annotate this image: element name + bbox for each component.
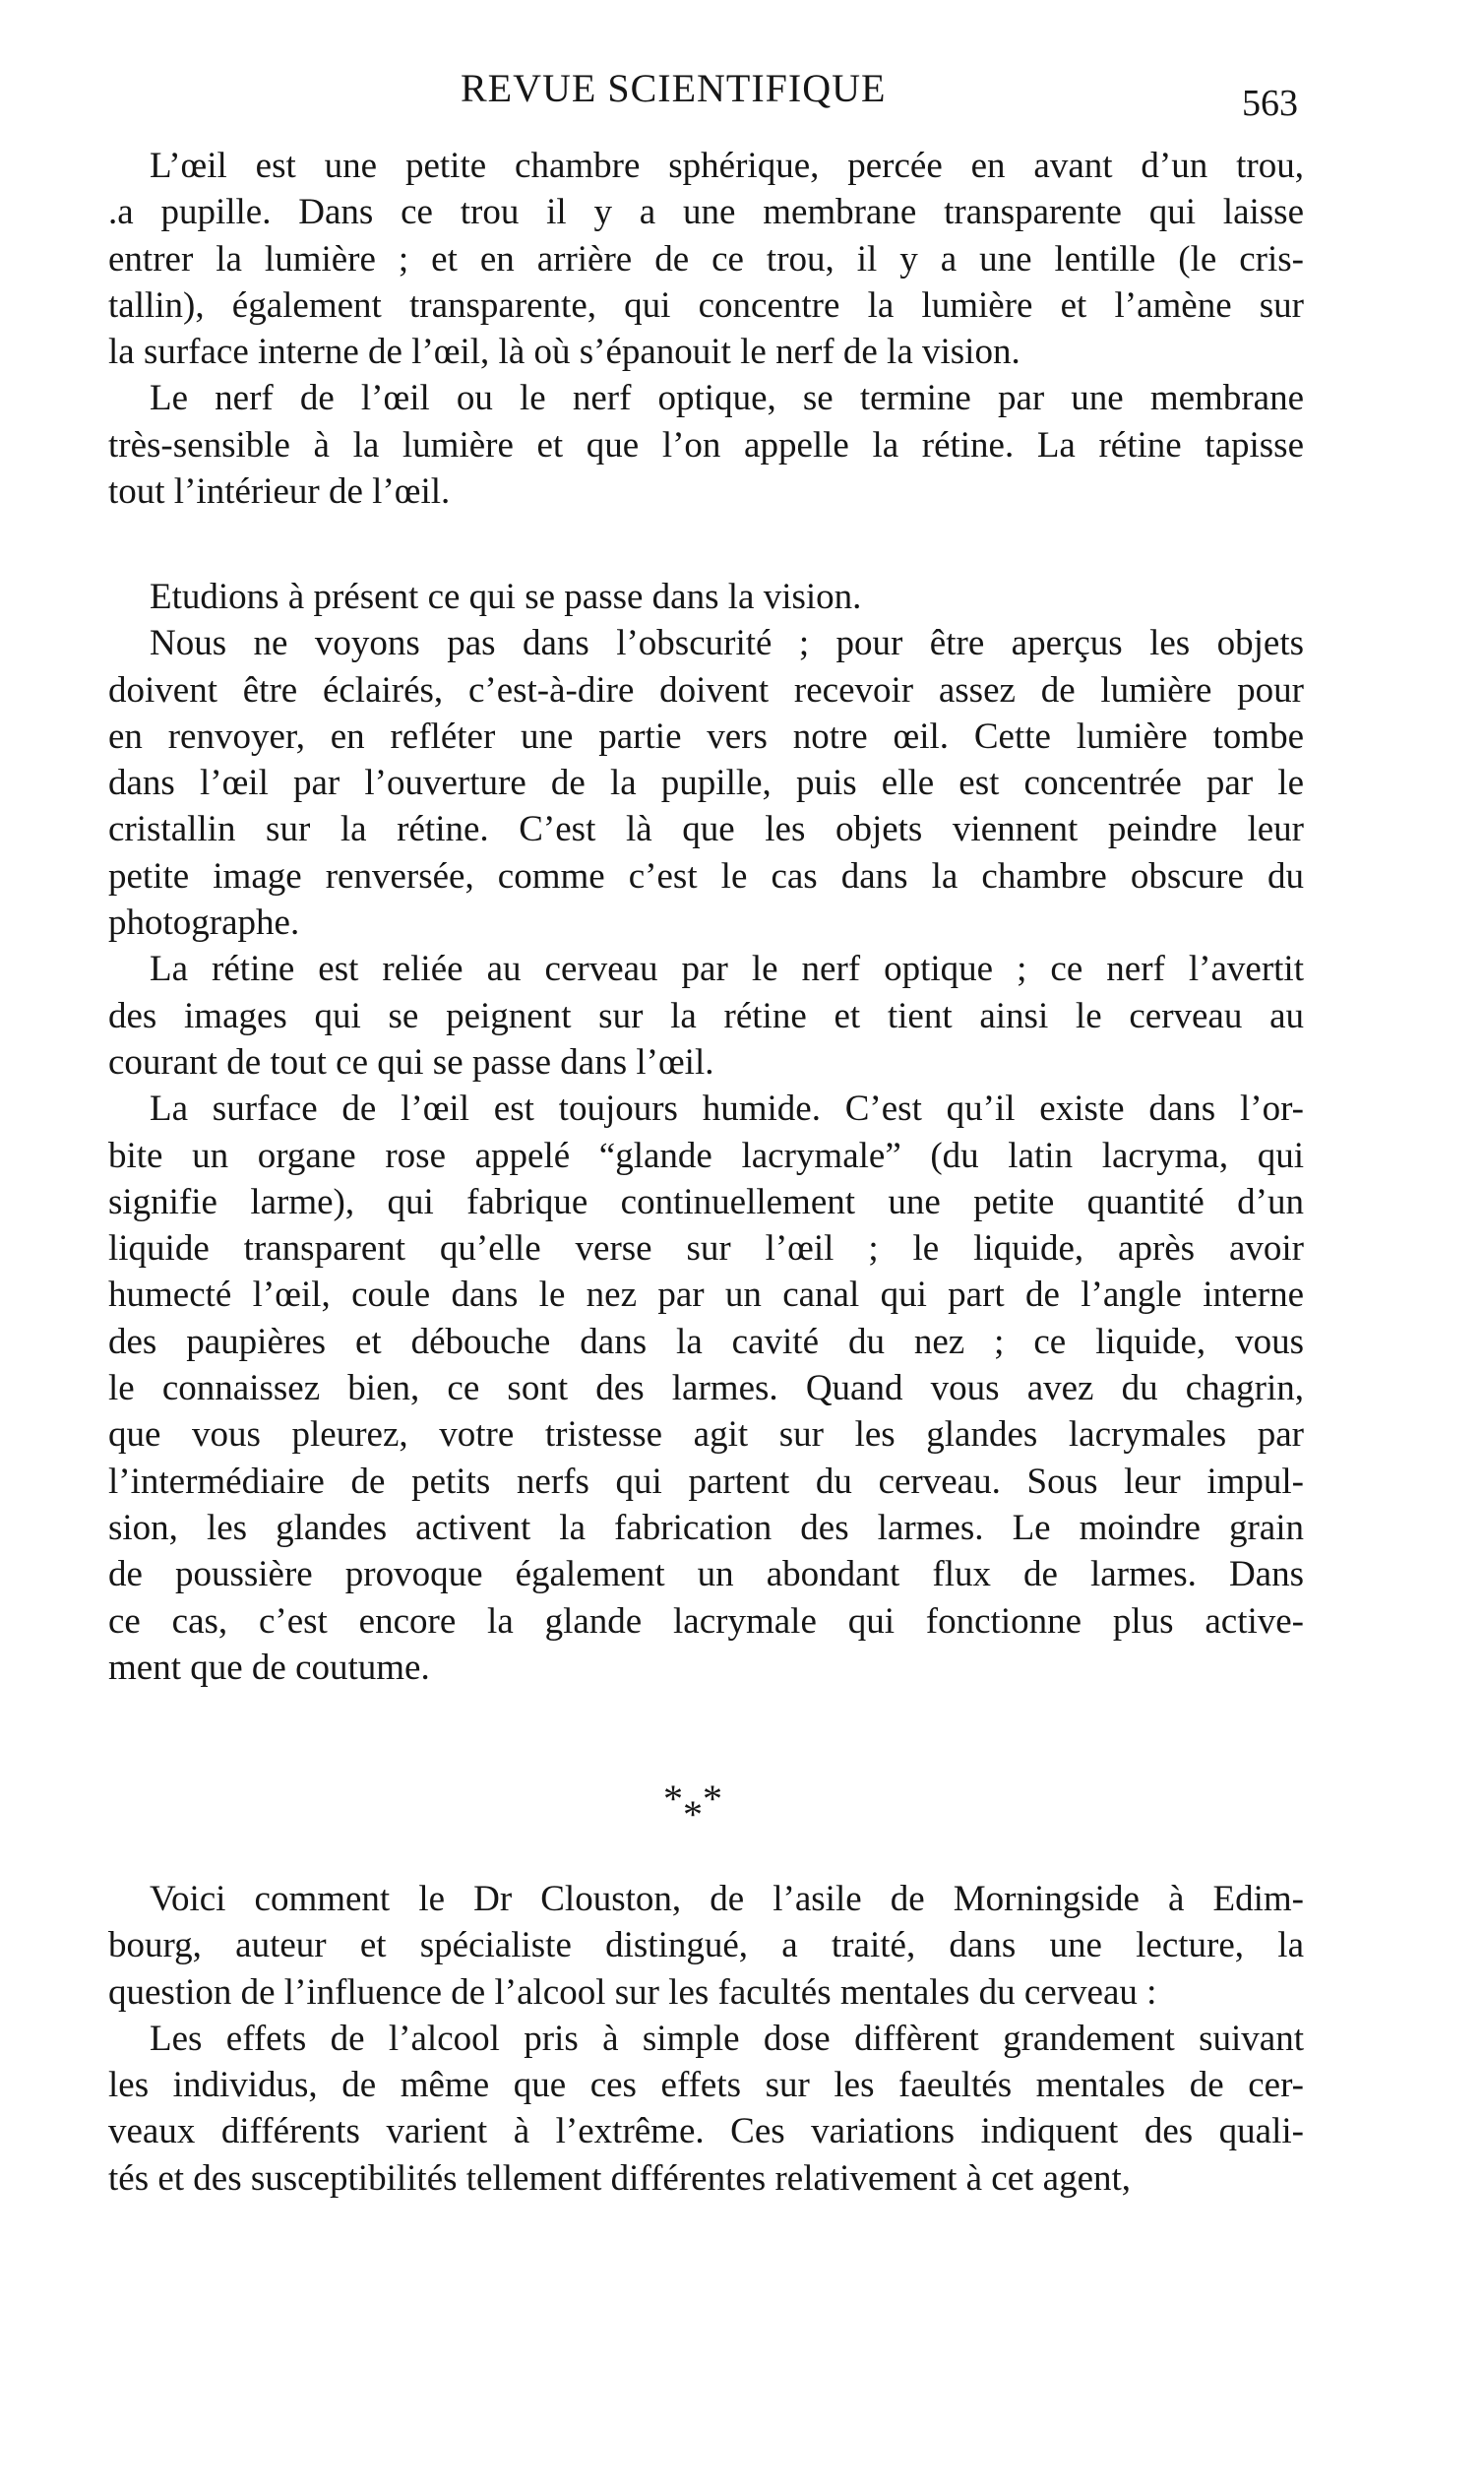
text-line: ment que de coutume. <box>108 1647 430 1688</box>
running-title: REVUE SCIENTIFIQUE <box>461 66 887 110</box>
text-line: dans l’œil par l’ouverture de la pupille, puis elle est concentrée par le <box>108 763 1304 804</box>
section-separator-asterism: *** <box>663 1776 722 1836</box>
text-line: ce cas, c’est encore la glande lacrymale qui fonctionne plus active- <box>108 1600 1304 1642</box>
text-line: La rétine est reliée au cerveau par le nerf optique ; ce nerf l’avertit <box>150 949 1304 990</box>
text-block-eye-anatomy <box>108 143 1304 515</box>
paragraph <box>108 375 1304 515</box>
text-line: signifie larme), qui fabrique continuellement une petite quantité d’un <box>108 1181 1304 1222</box>
text-line: les individus, de même que ces effets sur les faeultés mentales de cer- <box>108 2065 1304 2106</box>
text-line: Le nerf de l’œil ou le nerf optique, se termine par une membrane <box>150 378 1304 419</box>
text-line: Nous ne voyons pas dans l’obscurité ; pour être aperçus les objets <box>150 623 1304 664</box>
text-line: des images qui se peignent sur la rétine et tient ainsi le cerveau au <box>108 995 1304 1036</box>
text-line: question de l’influence de l’alcool sur les facultés mentales du cerveau : <box>108 1971 1157 2013</box>
text-line: bourg, auteur et spécialiste distingué, a traité, dans une lecture, la <box>108 1925 1304 1966</box>
text-line: L’œil est une petite chambre sphérique, percée en avant d’un trou, <box>150 146 1304 186</box>
paragraph <box>108 1086 1304 1691</box>
text-line: tallin), également transparente, qui concentre la lumière et l’amène sur <box>108 284 1304 326</box>
text-line: de poussière provoque également un abondant flux de larmes. Dans <box>108 1554 1304 1595</box>
text-line: tés et des susceptibilités tellement différentes relativement à cet agent, <box>108 2157 1132 2199</box>
paragraph <box>108 1876 1304 2016</box>
text-block-alcohol <box>108 1876 1304 2202</box>
text-line: photographe. <box>108 903 300 944</box>
text-line: petite image renversée, comme c’est le cas dans la chambre obscure du <box>108 855 1304 897</box>
text-line: La surface de l’œil est toujours humide. C’est qu’il existe dans l’or- <box>150 1089 1304 1130</box>
paragraph <box>108 574 1304 620</box>
text-block-vision <box>108 574 1304 1691</box>
text-line: doivent être éclairés, c’est-à-dire doivent recevoir assez de lumière pour <box>108 669 1304 711</box>
text-line: courant de tout ce qui se passe dans l’œil. <box>108 1041 714 1083</box>
text-line: Les effets de l’alcool pris à simple dose diffèrent grandement suivant <box>150 2018 1304 2059</box>
paragraph <box>108 620 1304 946</box>
text-line: cristallin sur la rétine. C’est là que les objets viennent peindre leur <box>108 809 1304 850</box>
paragraph <box>108 946 1304 1086</box>
text-line: Etudions à présent ce qui se passe dans la vision. <box>150 577 862 617</box>
paragraph <box>108 2016 1304 2202</box>
text-line: sion, les glandes activent la fabrication des larmes. Le moindre grain <box>108 1507 1304 1548</box>
text-line: en renvoyer, en refléter une partie vers notre œil. Cette lumière tombe <box>108 716 1304 757</box>
text-line: entrer la lumière ; et en arrière de ce trou, il y a une lentille (le cris- <box>108 238 1304 280</box>
text-line: la surface interne de l’œil, là où s’épanouit le nerf de la vision. <box>108 332 1020 373</box>
text-line: .a pupille. Dans ce trou il y a une membrane transparente qui laisse <box>108 192 1304 233</box>
text-line: Voici comment le Dr Clouston, de l’asile de Morningside à Edim- <box>150 1879 1304 1919</box>
text-line: liquide transparent qu’elle verse sur l’œil ; le liquide, après avoir <box>108 1228 1304 1270</box>
paragraph <box>108 143 1304 375</box>
text-line: tout l’intérieur de l’œil. <box>108 471 451 513</box>
text-line: des paupières et débouche dans la cavité du nez ; ce liquide, vous <box>108 1321 1304 1362</box>
text-line: que vous pleurez, votre tristesse agit sur les glandes lacrymales par <box>108 1414 1304 1456</box>
text-line: humecté l’œil, coule dans le nez par un canal qui part de l’angle interne <box>108 1275 1304 1316</box>
text-line: le connaissez bien, ce sont des larmes. Quand vous avez du chagrin, <box>108 1368 1304 1409</box>
text-line: l’intermédiaire de petits nerfs qui partent du cerveau. Sous leur impul- <box>108 1461 1304 1502</box>
text-line: très-sensible à la lumière et que l’on appelle la rétine. La rétine tapisse <box>108 424 1304 466</box>
page-number: 563 <box>1242 83 1298 124</box>
text-line: bite un organe rose appelé “glande lacrymale” (du latin lacryma, qui <box>108 1135 1304 1176</box>
text-line: veaux différents varient à l’extrême. Ces variations indiquent des quali- <box>108 2111 1304 2152</box>
